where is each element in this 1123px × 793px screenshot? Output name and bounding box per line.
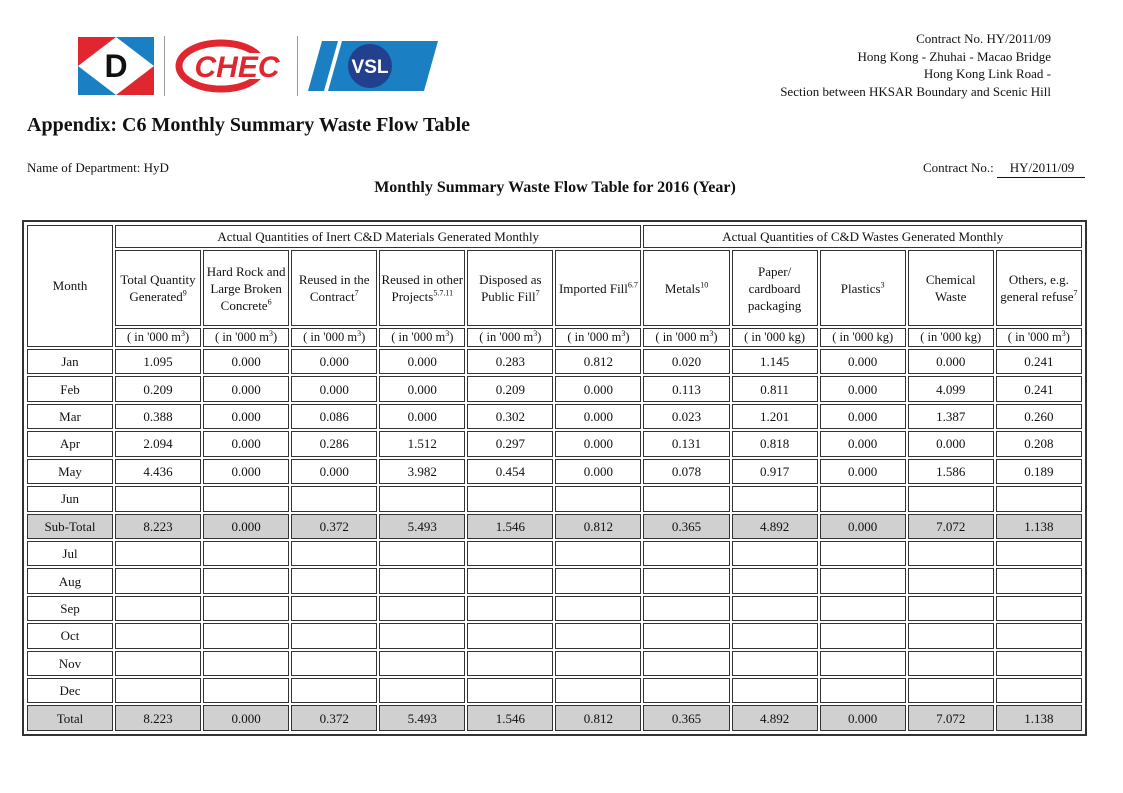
value-cell: 0.241: [996, 349, 1082, 374]
unit-text-end: ): [713, 329, 718, 344]
value-cell: [203, 568, 289, 593]
value-cell: 0.000: [908, 431, 994, 456]
value-cell: 0.372: [291, 514, 377, 539]
unit-text-end: ): [1065, 329, 1070, 344]
value-cell: 0.000: [555, 404, 641, 429]
unit-cell: [732, 328, 818, 347]
value-cell: [820, 568, 906, 593]
month-cell: Dec: [27, 678, 113, 703]
table-row: [27, 623, 1082, 648]
value-cell: [467, 651, 553, 676]
value-cell: [203, 541, 289, 566]
unit-exponent: 3: [621, 328, 626, 338]
contract-line: Contract No. HY/2011/09: [916, 31, 1051, 46]
value-cell: 0.454: [467, 459, 553, 484]
value-cell: [467, 568, 553, 593]
month-cell: Jan: [27, 349, 113, 374]
column-header-label: Hard Rock and Large Broken Concrete: [206, 263, 286, 313]
value-cell: 7.072: [908, 705, 994, 731]
contract-info-block: [780, 30, 1051, 100]
value-cell: 0.000: [555, 459, 641, 484]
value-cell: 0.000: [203, 431, 289, 456]
value-cell: [643, 568, 729, 593]
value-cell: 1.138: [996, 705, 1082, 731]
value-cell: 0.297: [467, 431, 553, 456]
value-cell: [291, 486, 377, 511]
value-cell: [115, 541, 201, 566]
value-cell: [732, 623, 818, 648]
value-cell: 0.000: [820, 431, 906, 456]
unit-exponent: 3: [180, 328, 185, 338]
value-cell: 0.000: [379, 376, 465, 401]
month-cell: Aug: [27, 568, 113, 593]
value-cell: [820, 651, 906, 676]
month-cell: Jul: [27, 541, 113, 566]
column-header-label: Metals: [664, 280, 701, 296]
value-cell: [291, 678, 377, 703]
column-header-label: Chemical Waste: [925, 272, 976, 305]
value-cell: [467, 678, 553, 703]
value-cell: [820, 623, 906, 648]
unit-exponent: 3: [709, 328, 714, 338]
unit-text: ( in '000 m: [126, 329, 181, 344]
column-header-footnote: 9: [182, 288, 187, 298]
value-cell: 0.000: [291, 459, 377, 484]
waste-flow-table: [25, 223, 1084, 733]
value-cell: [820, 678, 906, 703]
column-header-label: Others, e.g. general refuse: [1000, 272, 1074, 305]
waste-flow-table-frame: [22, 220, 1087, 736]
table-column-header-row: [27, 250, 1082, 325]
value-cell: 5.493: [379, 514, 465, 539]
column-header: [996, 250, 1082, 325]
table-row: [27, 568, 1082, 593]
column-header-footnote: 3: [880, 280, 885, 290]
month-cell: Total: [27, 705, 113, 731]
value-cell: 0.000: [555, 431, 641, 456]
value-cell: 1.586: [908, 459, 994, 484]
vsl-logo-text: VSL: [351, 57, 389, 78]
value-cell: 0.000: [203, 514, 289, 539]
value-cell: 0.000: [379, 349, 465, 374]
unit-text-end: ): [625, 329, 630, 344]
value-cell: [908, 678, 994, 703]
value-cell: 7.072: [908, 514, 994, 539]
table-row: [27, 376, 1082, 401]
value-cell: 0.302: [467, 404, 553, 429]
column-header-label: Disposed as Public Fill: [479, 272, 542, 305]
value-cell: [996, 596, 1082, 621]
value-cell: 0.812: [555, 705, 641, 731]
value-cell: [908, 541, 994, 566]
value-cell: 3.982: [379, 459, 465, 484]
value-cell: 0.000: [820, 349, 906, 374]
table-title: Monthly Summary Waste Flow Table for 2016 (Year): [374, 179, 736, 196]
value-cell: 0.000: [820, 459, 906, 484]
unit-cell: [643, 328, 729, 347]
value-cell: [379, 623, 465, 648]
value-cell: 0.812: [555, 349, 641, 374]
value-cell: 0.000: [291, 376, 377, 401]
value-cell: [555, 596, 641, 621]
value-cell: [203, 651, 289, 676]
value-cell: [732, 568, 818, 593]
unit-text-end: ): [449, 329, 454, 344]
column-header: [115, 250, 201, 325]
value-cell: 0.020: [643, 349, 729, 374]
value-cell: 0.000: [555, 376, 641, 401]
value-cell: [643, 541, 729, 566]
value-cell: 0.000: [820, 514, 906, 539]
column-header: [820, 250, 906, 325]
value-cell: 4.099: [908, 376, 994, 401]
value-cell: 0.388: [115, 404, 201, 429]
table-unit-row: [27, 328, 1082, 347]
value-cell: 0.209: [115, 376, 201, 401]
value-cell: [555, 568, 641, 593]
unit-text: ( in '000 kg): [832, 329, 894, 344]
unit-cell: [820, 328, 906, 347]
value-cell: [908, 651, 994, 676]
contract-no-field: [923, 160, 1085, 178]
value-cell: [996, 651, 1082, 676]
value-cell: 8.223: [115, 705, 201, 731]
value-cell: 2.094: [115, 431, 201, 456]
value-cell: 1.546: [467, 705, 553, 731]
value-cell: 0.286: [291, 431, 377, 456]
value-cell: 4.892: [732, 514, 818, 539]
value-cell: 1.095: [115, 349, 201, 374]
unit-cell: [379, 328, 465, 347]
column-header-label: Reused in other Projects: [381, 272, 464, 305]
value-cell: [643, 486, 729, 511]
table-row: [27, 486, 1082, 511]
table-row: [27, 459, 1082, 484]
value-cell: [467, 486, 553, 511]
value-cell: [203, 596, 289, 621]
value-cell: [996, 486, 1082, 511]
value-cell: 0.000: [820, 404, 906, 429]
value-cell: 8.223: [115, 514, 201, 539]
table-group-header-row: [27, 225, 1082, 248]
value-cell: [203, 623, 289, 648]
unit-cell: [467, 328, 553, 347]
value-cell: [555, 651, 641, 676]
month-cell: Sep: [27, 596, 113, 621]
unit-exponent: 3: [533, 328, 538, 338]
value-cell: [379, 678, 465, 703]
value-cell: 0.260: [996, 404, 1082, 429]
month-cell: Mar: [27, 404, 113, 429]
column-header: [203, 250, 289, 325]
value-cell: 0.078: [643, 459, 729, 484]
value-cell: [908, 623, 994, 648]
value-cell: [908, 486, 994, 511]
value-cell: 0.131: [643, 431, 729, 456]
value-cell: [732, 651, 818, 676]
value-cell: [555, 541, 641, 566]
inert-materials-group-header: Actual Quantities of Inert C&D Materials Generated Monthly: [115, 225, 641, 248]
contract-line: Hong Kong Link Road -: [923, 66, 1051, 81]
value-cell: 1.512: [379, 431, 465, 456]
unit-text: ( in '000 m: [655, 329, 710, 344]
contract-no-label: Contract No.:: [922, 160, 994, 175]
month-cell: May: [27, 459, 113, 484]
value-cell: 0.000: [203, 376, 289, 401]
value-cell: 5.493: [379, 705, 465, 731]
value-cell: [115, 678, 201, 703]
column-header-footnote: 7: [354, 288, 359, 298]
wastes-group-header: Actual Quantities of C&D Wastes Generated Monthly: [643, 225, 1082, 248]
value-cell: 0.818: [732, 431, 818, 456]
value-cell: [379, 486, 465, 511]
table-total-row: [27, 705, 1082, 731]
month-cell: Feb: [27, 376, 113, 401]
value-cell: 0.000: [203, 459, 289, 484]
value-cell: 0.000: [203, 404, 289, 429]
unit-exponent: 3: [357, 328, 362, 338]
unit-text-end: ): [184, 329, 190, 344]
unit-cell: [203, 328, 289, 347]
table-row: [27, 541, 1082, 566]
dragages-logo: [78, 37, 154, 95]
chec-logo: [175, 37, 287, 95]
chec-logo-text: CHEC: [194, 51, 280, 84]
value-cell: [379, 596, 465, 621]
unit-text-end: ): [361, 329, 366, 344]
unit-text: ( in '000 m: [215, 329, 270, 344]
unit-text-end: ): [537, 329, 542, 344]
value-cell: 0.365: [643, 705, 729, 731]
contract-line: Section between HKSAR Boundary and Scenic Hill: [780, 83, 1051, 99]
value-cell: [643, 651, 729, 676]
value-cell: [115, 623, 201, 648]
unit-cell: [291, 328, 377, 347]
value-cell: [996, 568, 1082, 593]
value-cell: [379, 541, 465, 566]
unit-cell: [555, 328, 641, 347]
value-cell: 0.000: [379, 404, 465, 429]
value-cell: [996, 623, 1082, 648]
column-header-footnote: 6.7: [627, 280, 638, 290]
month-cell: Apr: [27, 431, 113, 456]
value-cell: [996, 541, 1082, 566]
value-cell: 0.917: [732, 459, 818, 484]
value-cell: [379, 651, 465, 676]
value-cell: 0.000: [203, 349, 289, 374]
value-cell: 0.023: [643, 404, 729, 429]
logo-divider: [164, 36, 165, 96]
value-cell: [115, 568, 201, 593]
unit-text: ( in '000 m: [567, 329, 622, 344]
value-cell: [291, 596, 377, 621]
value-cell: [643, 623, 729, 648]
value-cell: [203, 678, 289, 703]
value-cell: 0.113: [643, 376, 729, 401]
unit-text: ( in '000 kg): [920, 329, 982, 344]
logo-divider: [297, 36, 298, 96]
dragages-logo-letter: D: [104, 48, 128, 84]
value-cell: [732, 596, 818, 621]
unit-text: ( in '000 kg): [744, 329, 806, 344]
column-header: [908, 250, 994, 325]
table-row: [27, 596, 1082, 621]
unit-text: ( in '000 m: [303, 329, 358, 344]
value-cell: 0.000: [203, 705, 289, 731]
value-cell: 0.241: [996, 376, 1082, 401]
value-cell: 4.892: [732, 705, 818, 731]
unit-exponent: 3: [269, 328, 274, 338]
unit-cell: [115, 328, 201, 347]
value-cell: [820, 541, 906, 566]
value-cell: [996, 678, 1082, 703]
table-row: [27, 431, 1082, 456]
value-cell: [291, 541, 377, 566]
value-cell: [467, 623, 553, 648]
value-cell: 0.000: [908, 349, 994, 374]
value-cell: 1.201: [732, 404, 818, 429]
column-header: [379, 250, 465, 325]
value-cell: [732, 678, 818, 703]
column-header-footnote: 7: [535, 288, 540, 298]
unit-text: ( in '000 m: [391, 329, 446, 344]
value-cell: [643, 596, 729, 621]
month-cell: Nov: [27, 651, 113, 676]
value-cell: 0.365: [643, 514, 729, 539]
value-cell: [732, 486, 818, 511]
value-cell: [643, 678, 729, 703]
unit-text: ( in '000 m: [1007, 329, 1062, 344]
column-header: [291, 250, 377, 325]
unit-cell: [996, 328, 1082, 347]
value-cell: 0.209: [467, 376, 553, 401]
table-row: [27, 404, 1082, 429]
value-cell: [115, 651, 201, 676]
table-row: [27, 349, 1082, 374]
contract-no-value: HY/2011/09: [997, 160, 1085, 178]
header-logos: [78, 36, 438, 96]
month-cell: Jun: [27, 486, 113, 511]
value-cell: 0.000: [291, 349, 377, 374]
column-header-footnote: 5.7.11: [433, 288, 454, 298]
contract-line: Hong Kong - Zhuhai - Macao Bridge: [857, 48, 1051, 64]
vsl-logo: [308, 37, 438, 95]
value-cell: 0.372: [291, 705, 377, 731]
month-column-header: Month: [27, 225, 113, 347]
value-cell: [379, 568, 465, 593]
value-cell: [467, 596, 553, 621]
value-cell: [732, 541, 818, 566]
value-cell: [467, 541, 553, 566]
unit-exponent: 3: [1061, 328, 1066, 338]
value-cell: 0.812: [555, 514, 641, 539]
column-header-footnote: 10: [700, 280, 709, 290]
table-total-row: [27, 514, 1082, 539]
column-header-label: Plastics: [840, 280, 881, 296]
unit-exponent: 3: [445, 328, 450, 338]
value-cell: [820, 596, 906, 621]
value-cell: [115, 486, 201, 511]
value-cell: 0.189: [996, 459, 1082, 484]
column-header-label: Reused in the Contract: [298, 272, 370, 305]
value-cell: 1.138: [996, 514, 1082, 539]
value-cell: [555, 486, 641, 511]
value-cell: [555, 623, 641, 648]
value-cell: [291, 623, 377, 648]
value-cell: 0.086: [291, 404, 377, 429]
department-label: Name of Department: HyD: [27, 160, 169, 175]
value-cell: [908, 568, 994, 593]
unit-text-end: ): [273, 329, 278, 344]
column-header-footnote: 6: [267, 297, 272, 307]
value-cell: 0.000: [820, 376, 906, 401]
unit-text: ( in '000 m: [479, 329, 534, 344]
column-header-label: Imported Fill: [558, 280, 628, 296]
value-cell: [291, 651, 377, 676]
value-cell: 4.436: [115, 459, 201, 484]
unit-cell: [908, 328, 994, 347]
value-cell: 0.208: [996, 431, 1082, 456]
table-row: [27, 678, 1082, 703]
value-cell: 0.811: [732, 376, 818, 401]
value-cell: [908, 596, 994, 621]
value-cell: 1.145: [732, 349, 818, 374]
month-cell: Sub-Total: [27, 514, 113, 539]
appendix-title: Appendix: C6 Monthly Summary Waste Flow Table: [27, 114, 471, 136]
column-header: [643, 250, 729, 325]
value-cell: 1.546: [467, 514, 553, 539]
column-header: [555, 250, 641, 325]
value-cell: [291, 568, 377, 593]
column-header: [732, 250, 818, 325]
column-header-label: Paper/ cardboard packaging: [747, 263, 802, 313]
column-header: [467, 250, 553, 325]
value-cell: [203, 486, 289, 511]
value-cell: 0.000: [820, 705, 906, 731]
value-cell: 1.387: [908, 404, 994, 429]
value-cell: 0.283: [467, 349, 553, 374]
table-row: [27, 651, 1082, 676]
value-cell: [820, 486, 906, 511]
column-header-label: Total Quantity Generated: [120, 272, 196, 305]
column-header-footnote: 7: [1073, 288, 1078, 298]
value-cell: [115, 596, 201, 621]
value-cell: [555, 678, 641, 703]
month-cell: Oct: [27, 623, 113, 648]
